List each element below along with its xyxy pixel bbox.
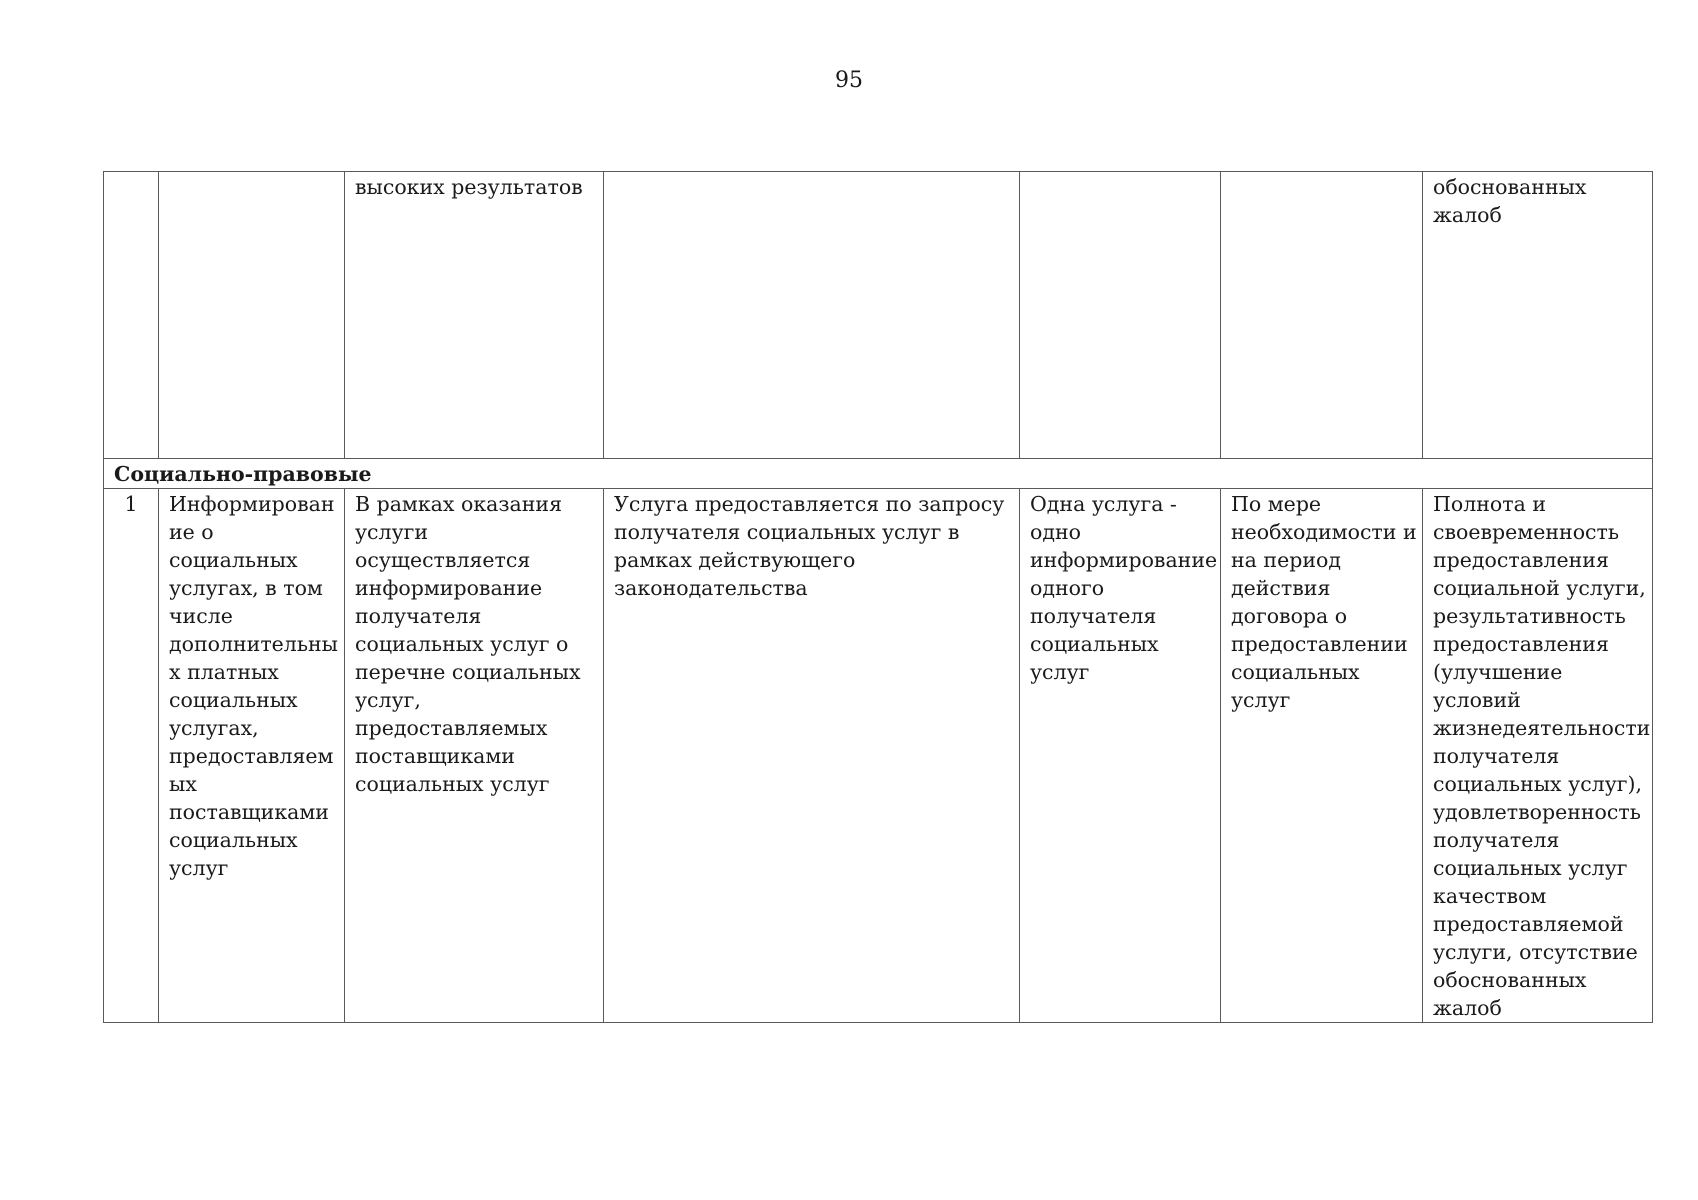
service-frequency-line: договора о [1231, 604, 1348, 628]
service-conditions-line: получателя социальных услуг в [614, 520, 960, 544]
service-frequency-line: предоставлении [1231, 632, 1408, 656]
service-name-cell [159, 489, 345, 1023]
service-frequency-line: По мере [1231, 492, 1322, 516]
service-unit-line: Одна услуга - [1030, 492, 1177, 516]
service-description-line: В рамках оказания [355, 492, 563, 516]
service-conditions-line: рамках действующего [614, 548, 856, 572]
section-title: Социально-правовые [104, 459, 1653, 489]
service-quality-line: (улучшение [1433, 660, 1563, 684]
service-description-cell [345, 489, 604, 1023]
service-unit-line: информирование [1030, 548, 1218, 572]
service-unit-line: услуг [1030, 660, 1090, 684]
service-frequency-line: социальных [1231, 660, 1360, 684]
service-frequency-line: на период [1231, 548, 1341, 572]
service-conditions-line: законодательства [614, 576, 808, 600]
service-quality-line: обоснованных [1433, 968, 1587, 992]
service-quality-line: результативность [1433, 604, 1626, 628]
service-name-line: х платных [169, 660, 279, 684]
service-quality-line: социальных услуг), [1433, 772, 1643, 796]
service-unit-cell [1020, 489, 1221, 1023]
service-description-line: перечне социальных [355, 660, 581, 684]
service-frequency-line: действия [1231, 576, 1331, 600]
service-row [104, 489, 1653, 1023]
service-description-line: информирование [355, 576, 543, 600]
service-unit-line: получателя [1030, 604, 1157, 628]
service-quality-cell [1423, 489, 1653, 1023]
service-description-line: социальных услуг о [355, 632, 569, 656]
service-quality-line: предоставления [1433, 548, 1609, 572]
service-name-line: числе [169, 604, 233, 628]
service-name-line: дополнительны [169, 632, 338, 656]
service-name-line: услугах, в том [169, 576, 323, 600]
cont-cell-unit [1020, 172, 1221, 459]
service-conditions-cell [604, 489, 1020, 1023]
service-quality-line: своевременность [1433, 520, 1620, 544]
service-quality-line: получателя [1433, 828, 1560, 852]
service-quality-line: условий [1433, 688, 1521, 712]
service-quality-line: получателя [1433, 744, 1560, 768]
section-header-row [104, 459, 1653, 489]
service-description-line: услуг, [355, 688, 421, 712]
service-number: 1 [104, 489, 159, 1023]
cont-cell-name [159, 172, 345, 459]
service-name-line: социальных [169, 688, 298, 712]
page-number: 95 [835, 68, 863, 93]
service-unit-line: социальных [1030, 632, 1159, 656]
service-quality-line: Полнота и [1433, 492, 1546, 516]
service-name-line: Информирован [169, 492, 335, 516]
cont-cell-number [104, 172, 159, 459]
service-description-line: социальных услуг [355, 772, 550, 796]
continuation-row [104, 172, 1653, 459]
services-table [103, 171, 1653, 1023]
service-name-line: предоставляем [169, 744, 334, 768]
service-quality-line: предоставления [1433, 632, 1609, 656]
service-description-line: осуществляется [355, 548, 531, 572]
cont-quality-line: жалоб [1433, 203, 1502, 227]
service-quality-line: социальной услуги, [1433, 576, 1646, 600]
service-name-line: поставщиками [169, 800, 329, 824]
service-name-line: услуг [169, 856, 229, 880]
service-quality-line: социальных услуг [1433, 856, 1628, 880]
service-name-line: социальных [169, 548, 298, 572]
service-description-line: услуги [355, 520, 429, 544]
cont-description-line: высоких результатов [355, 175, 583, 199]
service-quality-line: качеством [1433, 884, 1547, 908]
service-quality-line: жизнедеятельности [1433, 716, 1651, 740]
cont-cell-frequency [1221, 172, 1423, 459]
service-frequency-cell [1221, 489, 1423, 1023]
service-quality-line: предоставляемой [1433, 912, 1624, 936]
cont-cell-conditions [604, 172, 1020, 459]
cont-quality-line: обоснованных [1433, 175, 1587, 199]
cont-cell-quality [1423, 172, 1653, 459]
service-name-line: ие о [169, 520, 214, 544]
service-quality-line: удовлетворенность [1433, 800, 1641, 824]
service-description-line: предоставляемых [355, 716, 548, 740]
service-frequency-line: необходимости и [1231, 520, 1417, 544]
service-name-line: социальных [169, 828, 298, 852]
service-name-line: ых [169, 772, 197, 796]
service-unit-line: одного [1030, 576, 1105, 600]
service-frequency-line: услуг [1231, 688, 1291, 712]
service-description-line: поставщиками [355, 744, 515, 768]
service-conditions-line: Услуга предоставляется по запросу [614, 492, 1005, 516]
cont-cell-description [345, 172, 604, 459]
service-unit-line: одно [1030, 520, 1081, 544]
service-name-line: услугах, [169, 716, 259, 740]
service-description-line: получателя [355, 604, 482, 628]
service-quality-line: услуги, отсутствие [1433, 940, 1638, 964]
service-quality-line: жалоб [1433, 996, 1502, 1020]
